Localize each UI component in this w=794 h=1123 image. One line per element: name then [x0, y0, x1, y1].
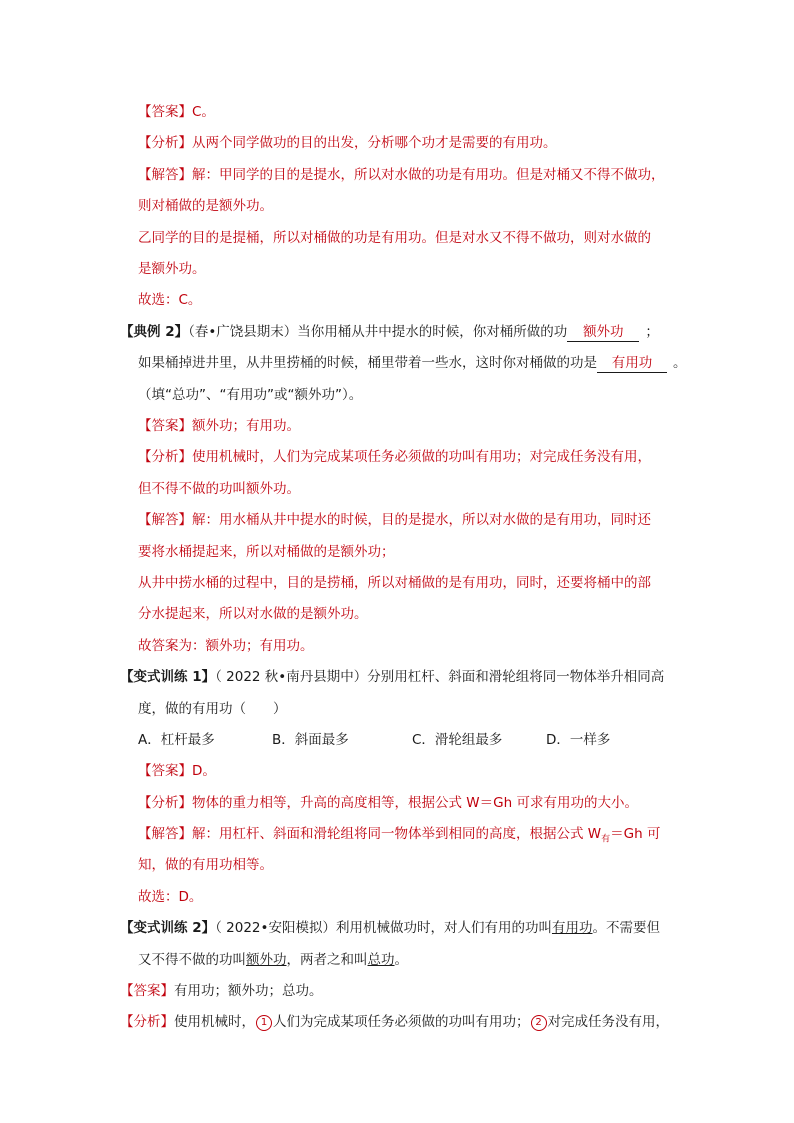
analysis-line: 但不得不做的功叫额外功。 — [138, 481, 300, 497]
final-answer-line: 故答案为：额外功；有用功。 — [138, 638, 314, 654]
fill-answer: 额外功 — [246, 952, 287, 968]
solution-line: 从井中捞水桶的过程中，目的是捞桶，所以对桶做的是有用功，同时，还要将桶中的部 — [138, 575, 651, 591]
solution-line: 是额外功。 — [138, 261, 206, 277]
solution-line: 知，做的有用功相等。 — [138, 857, 273, 873]
variant-question: 又不得不做的功叫额外功，两者之和叫总功。 — [138, 952, 408, 968]
fill-answer: 总功 — [367, 952, 395, 968]
circled-number-2: 2 — [531, 1015, 547, 1031]
example-question: （填“总功”、“有用功”或“额外功”）。 — [138, 387, 363, 403]
solution-line: 则对桶做的是额外功。 — [138, 198, 273, 214]
solution-line: 要将水桶提起来，所以对桶做的是额外功； — [138, 544, 395, 560]
option-c: C．滑轮组最多 — [412, 732, 503, 748]
variant-question: 度，做的有用功（ ） — [138, 701, 287, 717]
answer-blank: 有用功 — [597, 354, 667, 373]
analysis-line: 【分析】使用机械时，人们为完成某项任务必须做的功叫有用功；对完成任务没有用， — [138, 449, 651, 465]
answer-line: 【答案】额外功；有用功。 — [138, 418, 300, 434]
option-a: A．杠杆最多 — [138, 732, 215, 748]
choice-line: 故选：C。 — [138, 292, 202, 308]
solution-line: 乙同学的目的是提桶，所以对桶做的功是有用功。但是对水又不得不做功，则对水做的 — [138, 230, 651, 246]
answer-line: 【答案】有用功；额外功；总功。 — [120, 983, 323, 999]
analysis-line: 【分析】使用机械时， 1 人们为完成某项任务必须做的功叫有用功； 2 对完成任务没有用， — [120, 1014, 669, 1030]
analysis-line: 【分析】从两个同学做功的目的出发，分析哪个功才是需要的有用功。 — [138, 135, 557, 151]
example-question: 【典例 2】（春•广饶县期末）当你用桶从井中提水的时候，你对桶所做的功 额外功 ； — [120, 324, 659, 340]
answer-line: 【答案】D。 — [138, 763, 216, 779]
circled-number-1: 1 — [256, 1015, 272, 1031]
solution-line: 分水提起来，所以对水做的是额外功。 — [138, 606, 368, 622]
solution-line: 【解答】解：用杠杆、斜面和滑轮组将同一物体举到相同的高度，根据公式 $W_有=Gh$ 可 — [138, 826, 661, 845]
fill-answer: 有用功 — [551, 920, 593, 936]
solution-line: 【解答】解：甲同学的目的是提水，所以对水做的功是有用功。但是对桶又不得不做功， — [138, 167, 665, 183]
solution-line: 【解答】解：用水桶从井中提水的时候，目的是提水，所以对水做的是有用功，同时还 — [138, 512, 651, 528]
answer-blank: 额外功 — [567, 323, 639, 342]
example-question: 如果桶掉进井里，从井里捞桶的时候，桶里带着一些水，这时你对桶做的功是 有用功 。 — [138, 355, 687, 371]
analysis-line: 【分析】物体的重力相等，升高的高度相等，根据公式 W＝Gh 可求有用功的大小。 — [138, 795, 638, 811]
variant-question: 【变式训练 2】（ 2022•安阳模拟）利用机械做功时，对人们有用的功叫有用功。不需要但 — [120, 920, 660, 936]
variant-question: 【变式训练 1】（ 2022 秋•南丹县期中）分别用杠杆、斜面和滑轮组将同一物体举升相同高 — [120, 669, 665, 685]
choice-line: 故选：D。 — [138, 889, 203, 905]
option-b: B．斜面最多 — [272, 732, 349, 748]
answer-line: 【答案】C。 — [138, 104, 215, 120]
option-d: D．一样多 — [546, 732, 611, 748]
